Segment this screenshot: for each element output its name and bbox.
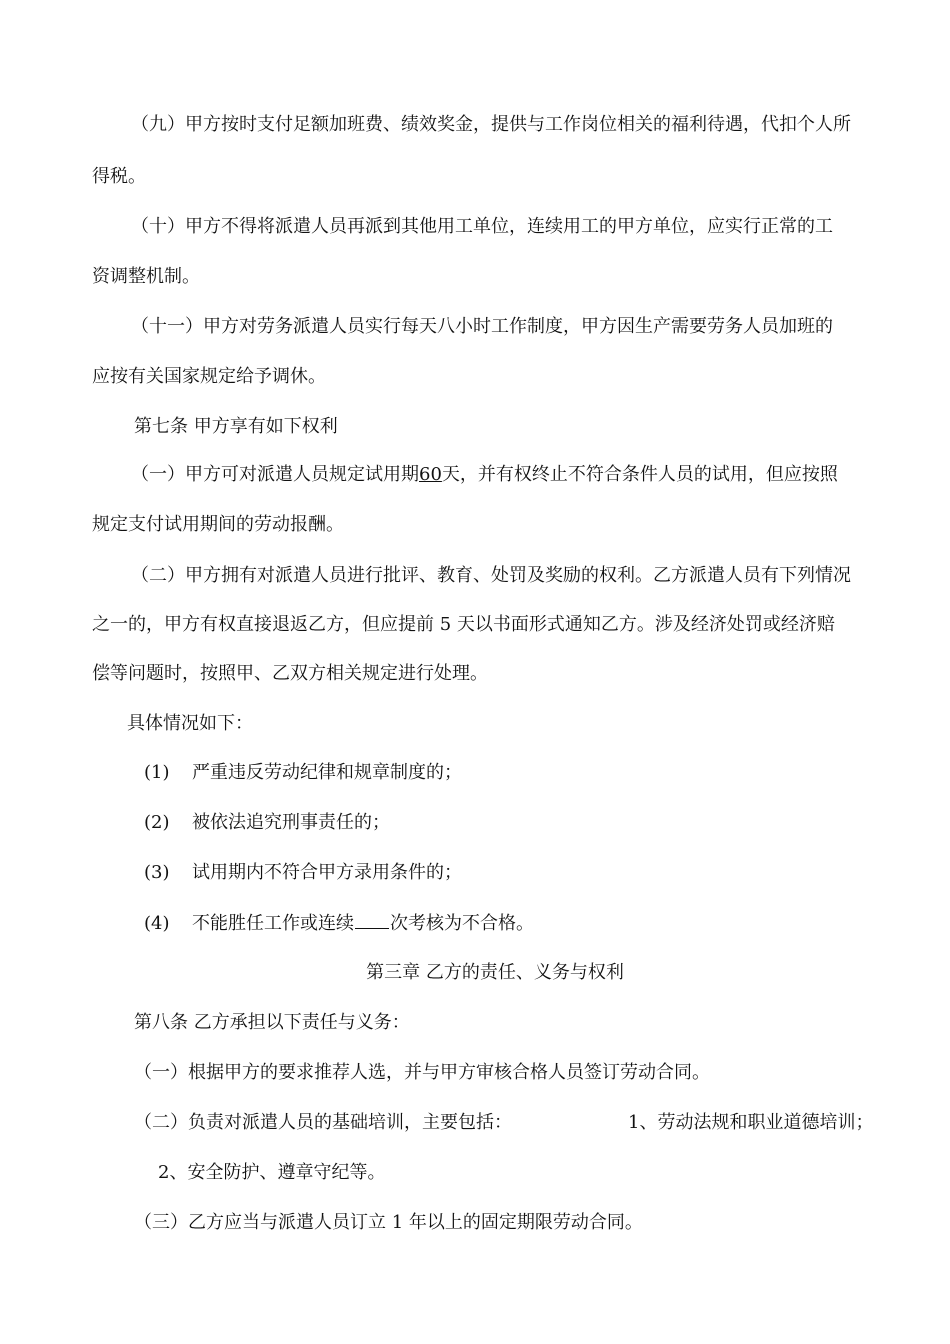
right-2-line-1: （二）甲方拥有对派遣人员进行批评、教育、处罚及奖励的权利。乙方派遣人员有下列情况	[131, 565, 851, 586]
blank-underline	[355, 910, 389, 929]
right-1-post: 天，并有权终止不符合条件人员的试用，但应按照	[441, 464, 838, 485]
obligation-2-right: 1、劳动法规和职业道德培训；	[628, 1112, 874, 1133]
list-item-number: (2)	[144, 812, 170, 833]
right-1-line-2: 规定支付试用期间的劳动报酬。	[92, 514, 344, 535]
right-1-pre: （一）甲方可对派遣人员规定试用期	[131, 464, 419, 485]
probation-days: 60	[419, 464, 442, 485]
list-item-text: 试用期内不符合甲方录用条件的；	[192, 862, 462, 883]
right-1-line-1	[131, 462, 838, 488]
obligation-2-line-2: 2、安全防护、遵章守纪等。	[158, 1162, 386, 1183]
right-2-line-2: 之一的，甲方有权直接退返乙方，但应提前 5 天以书面形式通知乙方。涉及经济处罚或经济赔	[92, 614, 835, 635]
obligation-1: （一）根据甲方的要求推荐人选，并与甲方审核合格人员签订劳动合同。	[134, 1062, 710, 1083]
list-item-text-pre: 不能胜任工作或连续	[192, 913, 354, 934]
list-item-text-post: 次考核为不合格。	[390, 913, 534, 934]
para-11-line-2: 应按有关国家规定给予调休。	[92, 366, 326, 387]
list-item	[144, 860, 462, 886]
chapter-3-title: 第三章 乙方的责任、义务与权利	[366, 962, 624, 983]
obligation-3: （三）乙方应当与派遣人员订立 1 年以上的固定期限劳动合同。	[134, 1212, 643, 1233]
list-item	[144, 760, 462, 786]
para-10-line-1: （十）甲方不得将派遣人员再派到其他用工单位，连续用工的甲方单位，应实行正常的工	[131, 216, 833, 237]
list-item-text: 严重违反劳动纪律和规章制度的；	[192, 762, 462, 783]
list-item	[144, 910, 534, 936]
right-2-line-3: 偿等问题时，按照甲、乙双方相关规定进行处理。	[92, 663, 488, 684]
list-item	[144, 810, 390, 836]
list-item-number: (4)	[144, 913, 170, 934]
para-10-line-2: 资调整机制。	[92, 266, 200, 287]
list-item-text: 被依法追究刑事责任的；	[192, 812, 390, 833]
list-item-number: (1)	[144, 762, 170, 783]
list-item-number: (3)	[144, 862, 170, 883]
para-9-line-1: （九）甲方按时支付足额加班费、绩效奖金，提供与工作岗位相关的福利待遇，代扣个人所	[131, 114, 851, 135]
obligation-2-line-1	[134, 1110, 894, 1136]
obligation-2-left: （二）负责对派遣人员的基础培训，主要包括：	[134, 1112, 512, 1133]
details-title: 具体情况如下：	[127, 713, 253, 734]
article-8-title: 第八条 乙方承担以下责任与义务：	[134, 1012, 410, 1033]
para-9-line-2: 得税。	[92, 166, 146, 187]
para-11-line-1: （十一）甲方对劳务派遣人员实行每天八小时工作制度，甲方因生产需要劳务人员加班的	[131, 316, 833, 337]
article-7-title: 第七条 甲方享有如下权利	[134, 416, 338, 437]
